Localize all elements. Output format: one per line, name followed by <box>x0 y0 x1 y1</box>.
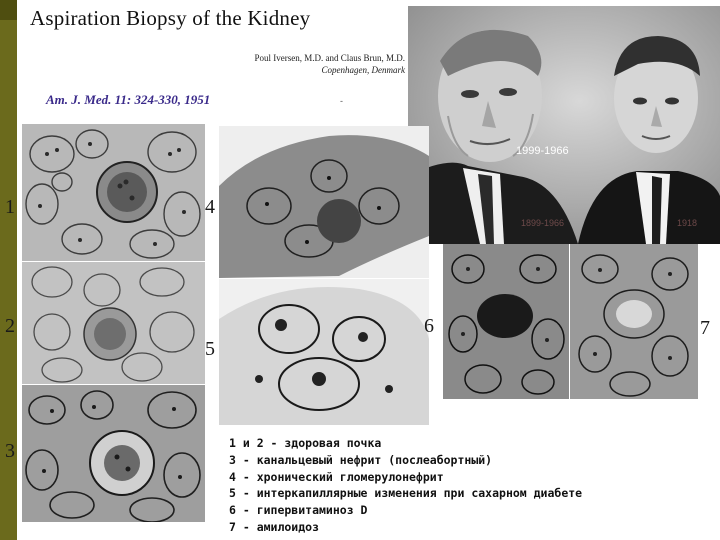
stray-mark: - <box>340 96 343 106</box>
figure-number-6: 6 <box>424 315 434 337</box>
legend-line: 3 - канальцевый нефрит (послеабортный) <box>229 452 493 467</box>
micrograph-7 <box>570 244 698 399</box>
micrograph-1 <box>22 124 205 261</box>
micrograph-2 <box>22 262 205 384</box>
micrograph-6 <box>443 244 569 399</box>
authors-line: Poul Iversen, M.D. and Claus Brun, M.D. <box>254 53 405 63</box>
figure-number-5: 5 <box>205 338 215 360</box>
authors-location: Copenhagen, Denmark <box>321 65 405 75</box>
micrograph-3 <box>22 385 205 522</box>
authors-portrait-photo <box>408 6 720 244</box>
article-title: Aspiration Biopsy of the Kidney <box>30 6 311 30</box>
article-authors <box>160 52 405 76</box>
legend-line: 4 - хронический гломерулонефрит <box>229 469 444 484</box>
figure-number-7: 7 <box>700 317 710 339</box>
figure-number-1: 1 <box>5 196 15 218</box>
photo-faint-label-right: 1918 <box>677 218 698 228</box>
micrograph-5 <box>219 279 429 425</box>
legend-line: 5 - интеркапиллярные изменения при сахарном диабете <box>229 486 583 501</box>
journal-citation: Am. J. Med. 11: 324-330, 1951 <box>46 92 211 107</box>
figure-number-2: 2 <box>5 315 15 337</box>
figure-legend <box>229 435 582 536</box>
legend-line: 6 - гипервитаминоз D <box>229 503 368 518</box>
figure-number-4: 4 <box>205 196 215 218</box>
slide-sidebar-accent <box>0 0 17 20</box>
legend-line: 7 - амилоидоз <box>229 519 320 534</box>
micrograph-4 <box>219 126 429 278</box>
figure-number-3: 3 <box>5 440 15 462</box>
photo-faint-label-left: 1899-1966 <box>521 218 565 228</box>
legend-line: 1 и 2 - здоровая почка <box>229 436 382 450</box>
photo-caption-years: 1999-1966 <box>516 145 569 157</box>
